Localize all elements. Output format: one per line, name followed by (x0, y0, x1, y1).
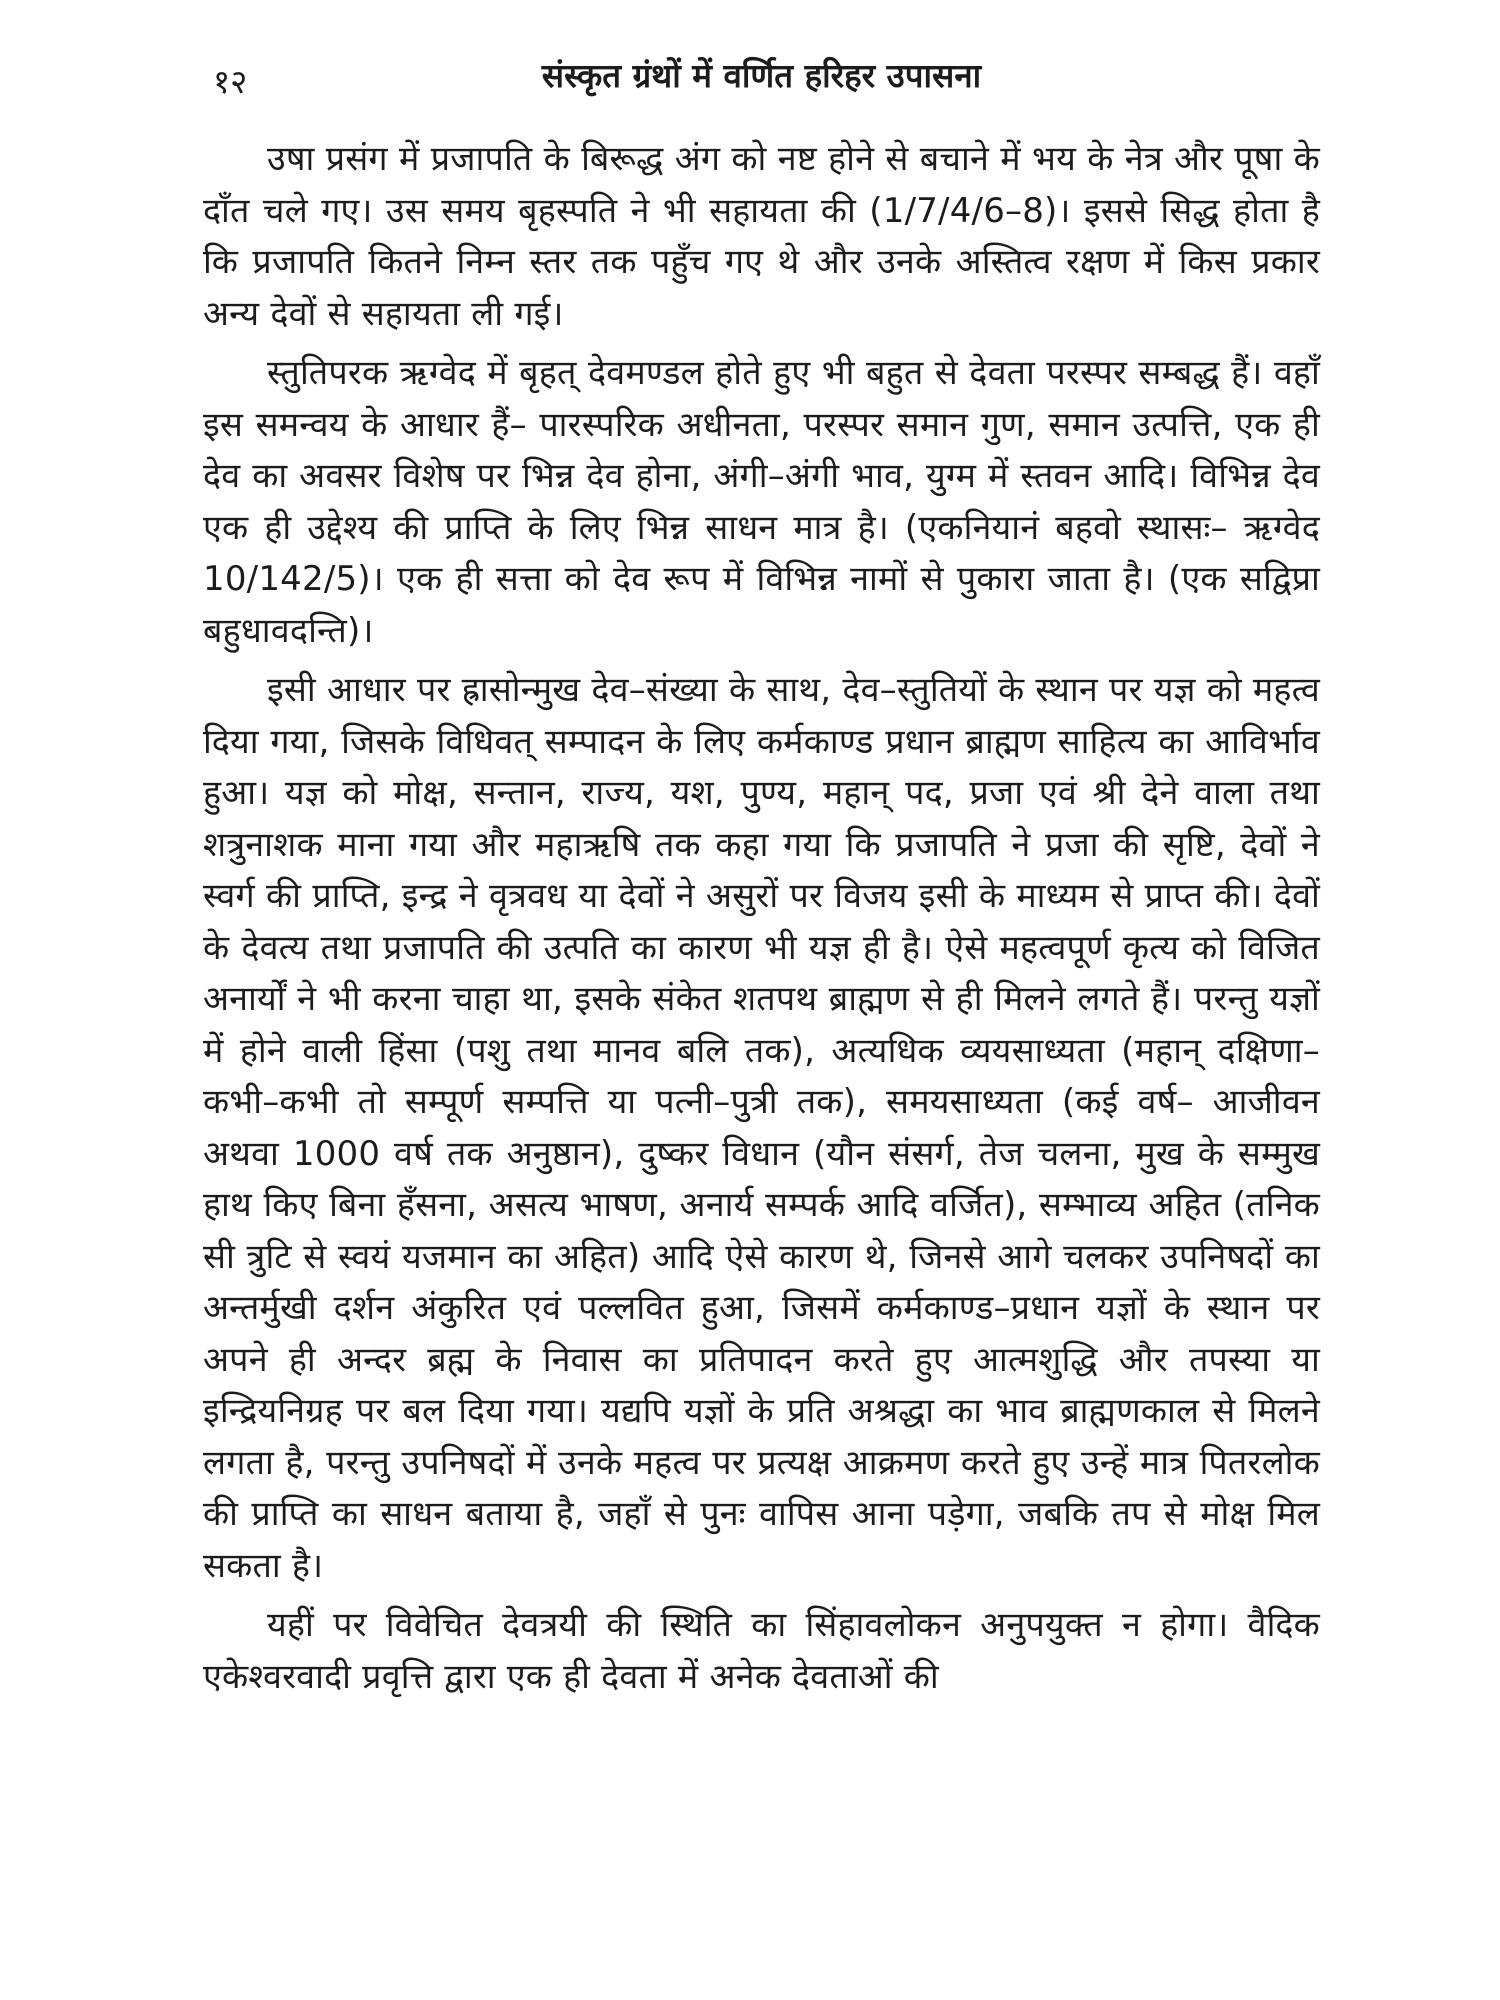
page-header (203, 52, 1320, 104)
body-text (203, 134, 1320, 1703)
paragraph: इसी आधार पर ह्रासोन्मुख देव–संख्या के साथ, देव–स्तुतियों के स्थान पर यज्ञ को महत्व दिया गया, जिसके विधिवत् सम्पादन के लिए कर्मकाण्ड प्रधान ब्राह्मण साहित्य का आविर्भाव हुआ। यज्ञ को मोक्ष, सन्तान, राज्य, यश, पुण्य, महान् पद, प्रजा एवं श्री देने वाला तथा शत्रुनाशक माना गया और महाऋषि तक कहा गया कि प्रजापति ने प्रजा की सृष्टि, देवों ने स्वर्ग की प्राप्ति, इन्द्र ने वृत्रवध या देवों ने असुरों पर विजय इसी के माध्यम से प्राप्त की। देवों के देवत्य तथा प्रजापति की उत्पति का कारण भी यज्ञ ही है। ऐसे महत्वपूर्ण कृत्य को विजित अनार्यों ने भी करना चाहा था, इसके संकेत शतपथ ब्राह्मण से ही मिलने लगते हैं। परन्तु यज्ञों में होने वाली हिंसा (पशु तथा मानव बलि तक), अत्यधिक व्ययसाध्यता (महान् दक्षिणा– कभी–कभी तो सम्पूर्ण सम्पत्ति या पत्नी–पुत्री तक), समयसाध्यता (कई वर्ष– आजीवन अथवा 1000 वर्ष तक अनुष्ठान), दुष्कर विधान (यौन संसर्ग, तेज चलना, मुख के सम्मुख हाथ किए बिना हँसना, असत्य भाषण, अनार्य सम्पर्क आदि वर्जित), सम्भाव्य अहित (तनिक सी त्रुटि से स्वयं यजमान का अहित) आदि ऐसे कारण थे, जिनसे आगे चलकर उपनिषदों का अन्तर्मुखी दर्शन अंकुरित एवं पल्लवित हुआ, जिसमें कर्मकाण्ड–प्रधान यज्ञों के स्थान पर अपने ही अन्दर ब्रह्म के निवास का प्रतिपादन करते हुए आत्मशुद्धि और तपस्या या इन्द्रियनिग्रह पर बल दिया गया। यद्यपि यज्ञों के प्रति अश्रद्धा का भाव ब्राह्मणकाल से मिलने लगता है, परन्तु उपनिषदों में उनके महत्व पर प्रत्यक्ष आक्रमण करते हुए उन्हें मात्र पितरलोक की प्राप्ति का साधन बताया है, जहाँ से पुनः वापिस आना पड़ेगा, जबकि तप से मोक्ष मिल सकता है। (203, 670, 1320, 1586)
paragraph: उषा प्रसंग में प्रजापति के बिरूद्ध अंग को नष्ट होने से बचाने में भय के नेत्र और पूषा के दाँत चले गए। उस समय बृहस्पति ने भी सहायता की (1/7/4/6–8)। इससे सिद्ध होता है कि प्रजापति कितने निम्न स्तर तक पहुँच गए थे और उनके अस्तित्व रक्षण में किस प्रकार अन्य देवों से सहायता ली गई। (203, 139, 1320, 334)
paragraph: यहीं पर विवेचित देवत्रयी की स्थिति का सिंहावलोकन अनुपयुक्त न होगा। वैदिक एकेश्वरवादी प्रवृत्ति द्वारा एक ही देवता में अनेक देवताओं की (203, 1605, 1320, 1697)
paragraph: स्तुतिपरक ऋग्वेद में बृहत् देवमण्डल होते हुए भी बहुत से देवता परस्पर सम्बद्ध हैं। वहाँ इस समन्वय के आधार हैं– पारस्परिक अधीनता, परस्पर समान गुण, समान उत्पत्ति, एक ही देव का अवसर विशेष पर भिन्न देव होना, अंगी–अंगी भाव, युग्म में स्तवन आदि। विभिन्न देव एक ही उद्देश्य की प्राप्ति के लिए भिन्न साधन मात्र है। (एकनियानं बहवो स्थासः– ऋग्वेद 10/142/5)। एक ही सत्ता को देव रूप में विभिन्न नामों से पुकारा जाता है। (एक सद्विप्रा बहुधावदन्ति)। (203, 353, 1320, 651)
page-number: १२ (213, 62, 248, 101)
running-title: संस्कृत ग्रंथों में वर्णित हरिहर उपासना (541, 56, 982, 95)
